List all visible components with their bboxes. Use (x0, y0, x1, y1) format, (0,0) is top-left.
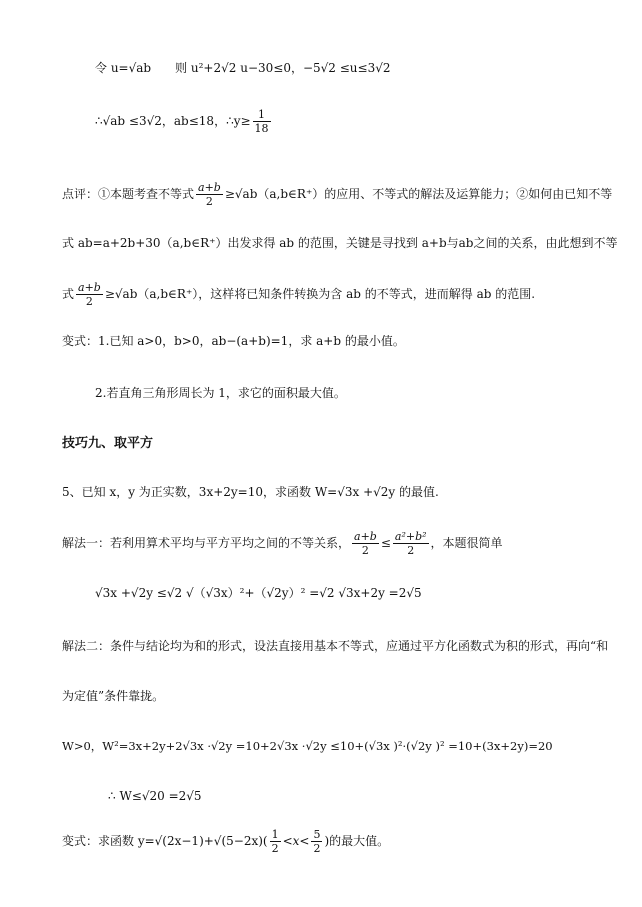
text-solution-1-rest: ，本题很简单 (430, 536, 503, 550)
fraction-denominator: 2 (313, 842, 321, 855)
text-interval: <x< (282, 834, 310, 848)
line-conclusion-ab (95, 108, 273, 135)
fraction-numerator: 1 (253, 108, 271, 122)
text-variant-1: 变式：1.已知 a>0，b>0，ab−(a+b)=1，求 a+b 的最小值。 (62, 334, 405, 348)
fraction-a-plus-b-over-2 (196, 181, 223, 208)
fraction-denominator: 2 (407, 544, 415, 557)
text-comment-3-rest: ≥√ab（a,b∈R⁺），这样将已知条件转换为含 ab 的不等式，进而解得 ab 的范围. (104, 287, 536, 301)
text-variant-2: 2.若直角三角形周长为 1，求它的面积最大值。 (95, 386, 346, 400)
text-comment-2: 式 ab=a+2b+30（a,b∈R⁺）出发求得 ab 的范围，关键是寻找到 a+b与ab之间的关系，由此想到不等 (62, 236, 618, 250)
line-comment-3 (62, 281, 535, 308)
text-w-squared: W>0，W²=3x+2y+2√3x ·√2y =10+2√3x ·√2y ≤10+(√3x )²·(√2y )² =10+(3x+2y)=20 (62, 739, 553, 753)
line-variant-2 (95, 385, 346, 401)
line-variant-1 (62, 333, 405, 349)
section-heading (62, 436, 153, 452)
fraction-five-halves (311, 828, 322, 855)
line-solution-1 (62, 530, 503, 557)
line-solution-2 (62, 638, 608, 654)
fraction-denominator: 2 (361, 544, 369, 557)
fraction-1-18 (253, 108, 271, 135)
text-comment-rest: ≥√ab（a,b∈R⁺）的应用、不等式的解法及运算能力；②如何由已知不等 (224, 187, 613, 201)
fraction-a-plus-b-over-2 (76, 281, 103, 308)
fraction-numerator: a+b (78, 281, 101, 294)
fraction-numerator: a+b (198, 181, 221, 194)
text-solution-1-formula: √3x +√2y ≤√2 √（√3x）²+（√2y）² =√2 √3x+2y =2√5 (95, 586, 422, 600)
fraction-square-mean (393, 530, 429, 557)
fraction-numerator: 1 (271, 828, 279, 841)
line-variant-final (62, 828, 389, 855)
text-conclusion-ab: ∴√ab ≤3√2，ab≤18，∴y≥ (95, 114, 251, 128)
line-solution-1-formula (95, 585, 422, 601)
line-substitution (95, 60, 391, 76)
text-substitution: 令 u=√ab 则 u²+2√2 u−30≤0，−5√2 ≤u≤3√2 (95, 61, 391, 75)
line-w-result (108, 788, 202, 804)
text-variant-final-rest: )的最大值。 (324, 834, 390, 848)
fraction-denominator: 2 (271, 842, 279, 855)
text-solution-1-start: 解法一：若利用算术平均与平方平均之间的不等关系， (62, 536, 351, 550)
text-leq: ≤ (380, 536, 391, 550)
text-solution-2: 解法二：条件与结论均为和的形式，设法直接用基本不等式，应通过平方化函数式为积的形式，再向“和 (62, 639, 609, 653)
text-comment-3-start: 式 (62, 287, 75, 301)
fraction-numerator: 5 (313, 828, 321, 841)
fraction-mean (352, 530, 379, 557)
fraction-numerator: a+b (354, 530, 377, 543)
section-heading-text: 技巧九、取平方 (62, 436, 154, 451)
line-comment-2 (62, 235, 617, 251)
text-solution-2-cont: 为定值”条件靠拢。 (62, 689, 165, 703)
text-variant-final-start: 变式：求函数 y=√(2x−1)+√(5−2x)( (62, 834, 268, 848)
fraction-denominator: 2 (205, 195, 213, 208)
line-problem-5 (62, 484, 439, 500)
fraction-one-half (270, 828, 281, 855)
fraction-numerator: a²+b² (394, 530, 427, 543)
line-solution-2-cont (62, 688, 164, 704)
text-comment-start: 点评：①本题考查不等式 (62, 187, 195, 201)
fraction-denominator: 2 (85, 295, 93, 308)
text-w-result: ∴ W≤√20 =2√5 (108, 789, 202, 803)
line-w-squared (62, 738, 553, 754)
line-comment-1 (62, 181, 612, 208)
fraction-denominator: 18 (254, 122, 269, 135)
text-problem-5: 5、已知 x，y 为正实数，3x+2y=10，求函数 W=√3x +√2y 的最值. (62, 485, 439, 499)
